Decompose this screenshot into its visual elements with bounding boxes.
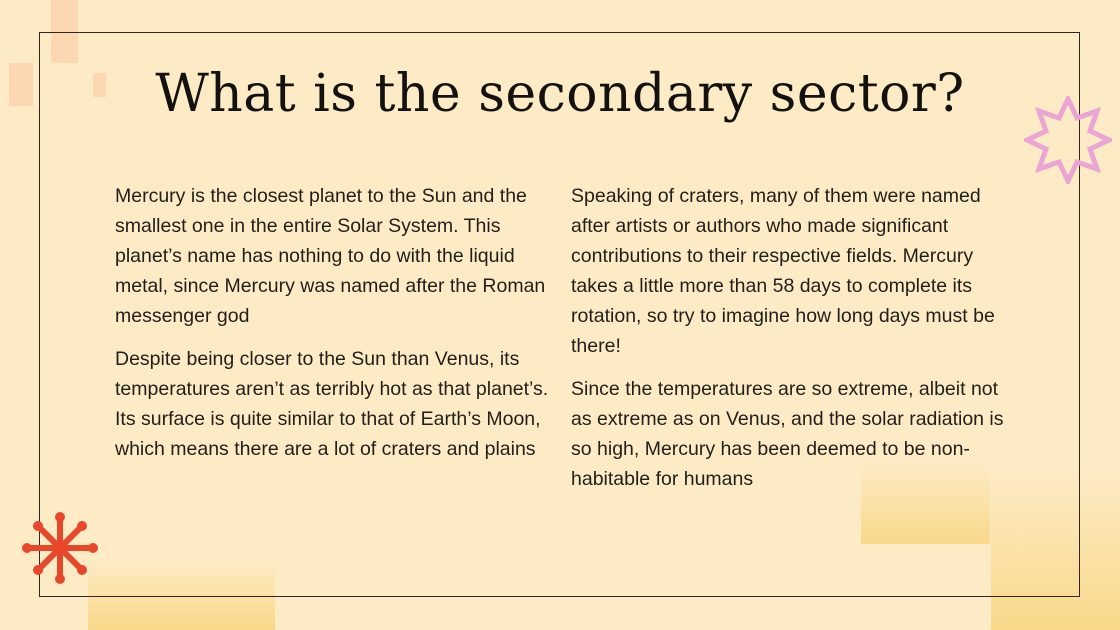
slide-title: What is the secondary sector? <box>155 64 965 124</box>
text-column-right <box>571 181 1016 507</box>
paragraph: Speaking of craters, many of them were named after artists or authors who made significant contributions to their respective fields. Mercury takes a little more than 58 days to complete its rotation, so try to imagine how long days must be there! <box>571 185 995 357</box>
paragraph: Mercury is the closest planet to the Sun and the smallest one in the entire Solar System. This planet’s name has nothing to do with the liquid metal, since Mercury was named after the Roman messenger god <box>115 185 546 327</box>
text-column-left <box>115 181 560 477</box>
star-icon <box>1024 96 1112 184</box>
paragraph: Despite being closer to the Sun than Venus, its temperatures aren’t as terribly hot as that planet’s. Its surface is quite similar to that of Earth’s Moon, which means there are a lot of craters and plains <box>115 348 549 460</box>
asterisk-icon <box>22 510 98 586</box>
paragraph: Since the temperatures are so extreme, albeit not as extreme as on Venus, and the solar radiation is so high, Mercury has been deemed to be non-habitable for humans <box>571 378 1004 490</box>
